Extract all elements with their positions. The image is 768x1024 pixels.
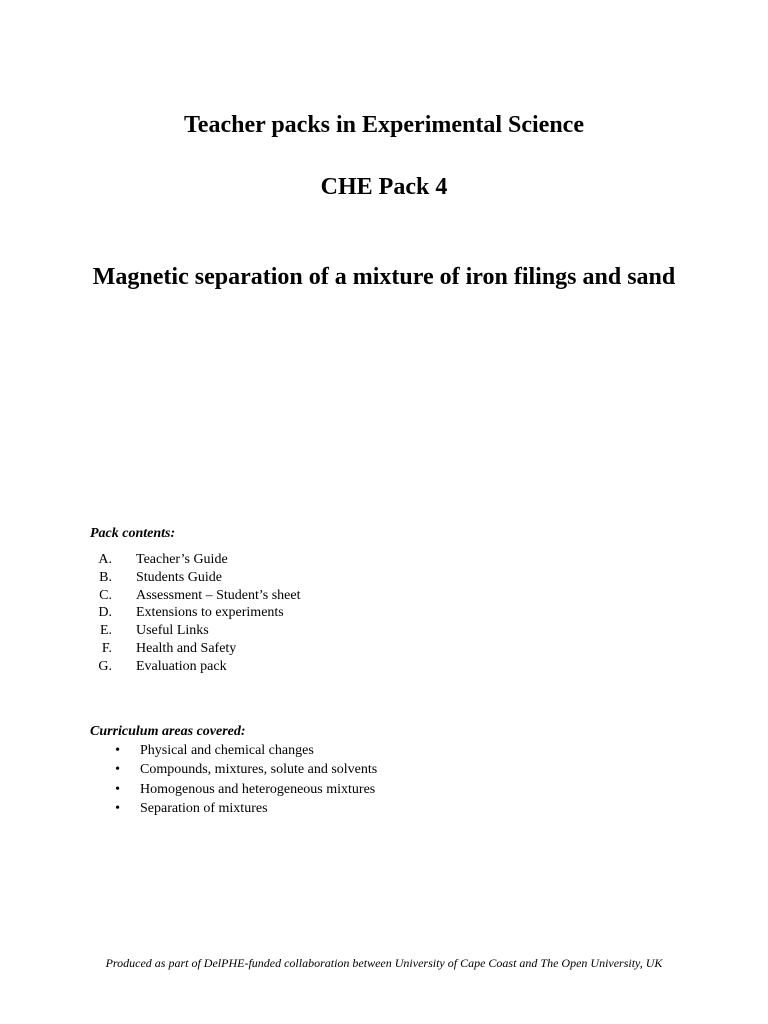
curriculum-heading: Curriculum areas covered: xyxy=(90,724,246,739)
list-marker: G. xyxy=(98,658,112,674)
list-item-text: Students Guide xyxy=(136,569,222,585)
pack-contents-list xyxy=(90,551,301,676)
list-item xyxy=(90,569,301,587)
list-item-text: Useful Links xyxy=(136,623,209,639)
document-title: Teacher packs in Experimental Science xyxy=(184,112,584,138)
list-item-text: Extensions to experiments xyxy=(136,605,284,621)
list-item xyxy=(90,799,377,818)
list-item-text: Evaluation pack xyxy=(136,658,227,674)
footer-credit: Produced as part of DelPHE-funded collaboration between University of Cape Coast and The Open University, UK xyxy=(105,956,663,970)
list-item-text: Compounds, mixtures, solute and solvents xyxy=(140,762,378,778)
list-item-text: Health and Safety xyxy=(136,640,237,656)
list-marker: A. xyxy=(98,552,112,567)
list-item xyxy=(90,587,301,605)
bullet-marker: • xyxy=(115,762,120,778)
list-item xyxy=(90,622,301,640)
bullet-marker: • xyxy=(115,743,120,758)
curriculum-list xyxy=(90,741,377,818)
list-marker: D. xyxy=(98,605,112,621)
pack-contents-heading: Pack contents: xyxy=(90,526,176,541)
list-item xyxy=(90,741,377,760)
list-marker: B. xyxy=(99,569,112,585)
list-item xyxy=(90,658,301,676)
list-item-text: Homogenous and heterogeneous mixtures xyxy=(140,781,376,797)
list-marker: F. xyxy=(101,640,112,656)
list-item-text: Physical and chemical changes xyxy=(140,743,314,758)
list-item-text: Separation of mixtures xyxy=(140,800,268,816)
list-item-text: Assessment – Student’s sheet xyxy=(136,587,301,603)
list-item xyxy=(90,640,301,658)
list-marker: C. xyxy=(99,587,112,603)
list-item xyxy=(90,551,301,569)
pack-number: CHE Pack 4 xyxy=(320,174,448,200)
bullet-marker: • xyxy=(115,781,120,797)
list-item xyxy=(90,604,301,622)
list-item xyxy=(90,760,377,779)
list-marker: E. xyxy=(99,623,112,639)
experiment-title: Magnetic separation of a mixture of iron filings and sand xyxy=(92,264,676,290)
list-item-text: Teacher’s Guide xyxy=(136,552,228,567)
bullet-marker: • xyxy=(115,800,120,816)
list-item xyxy=(90,780,377,799)
